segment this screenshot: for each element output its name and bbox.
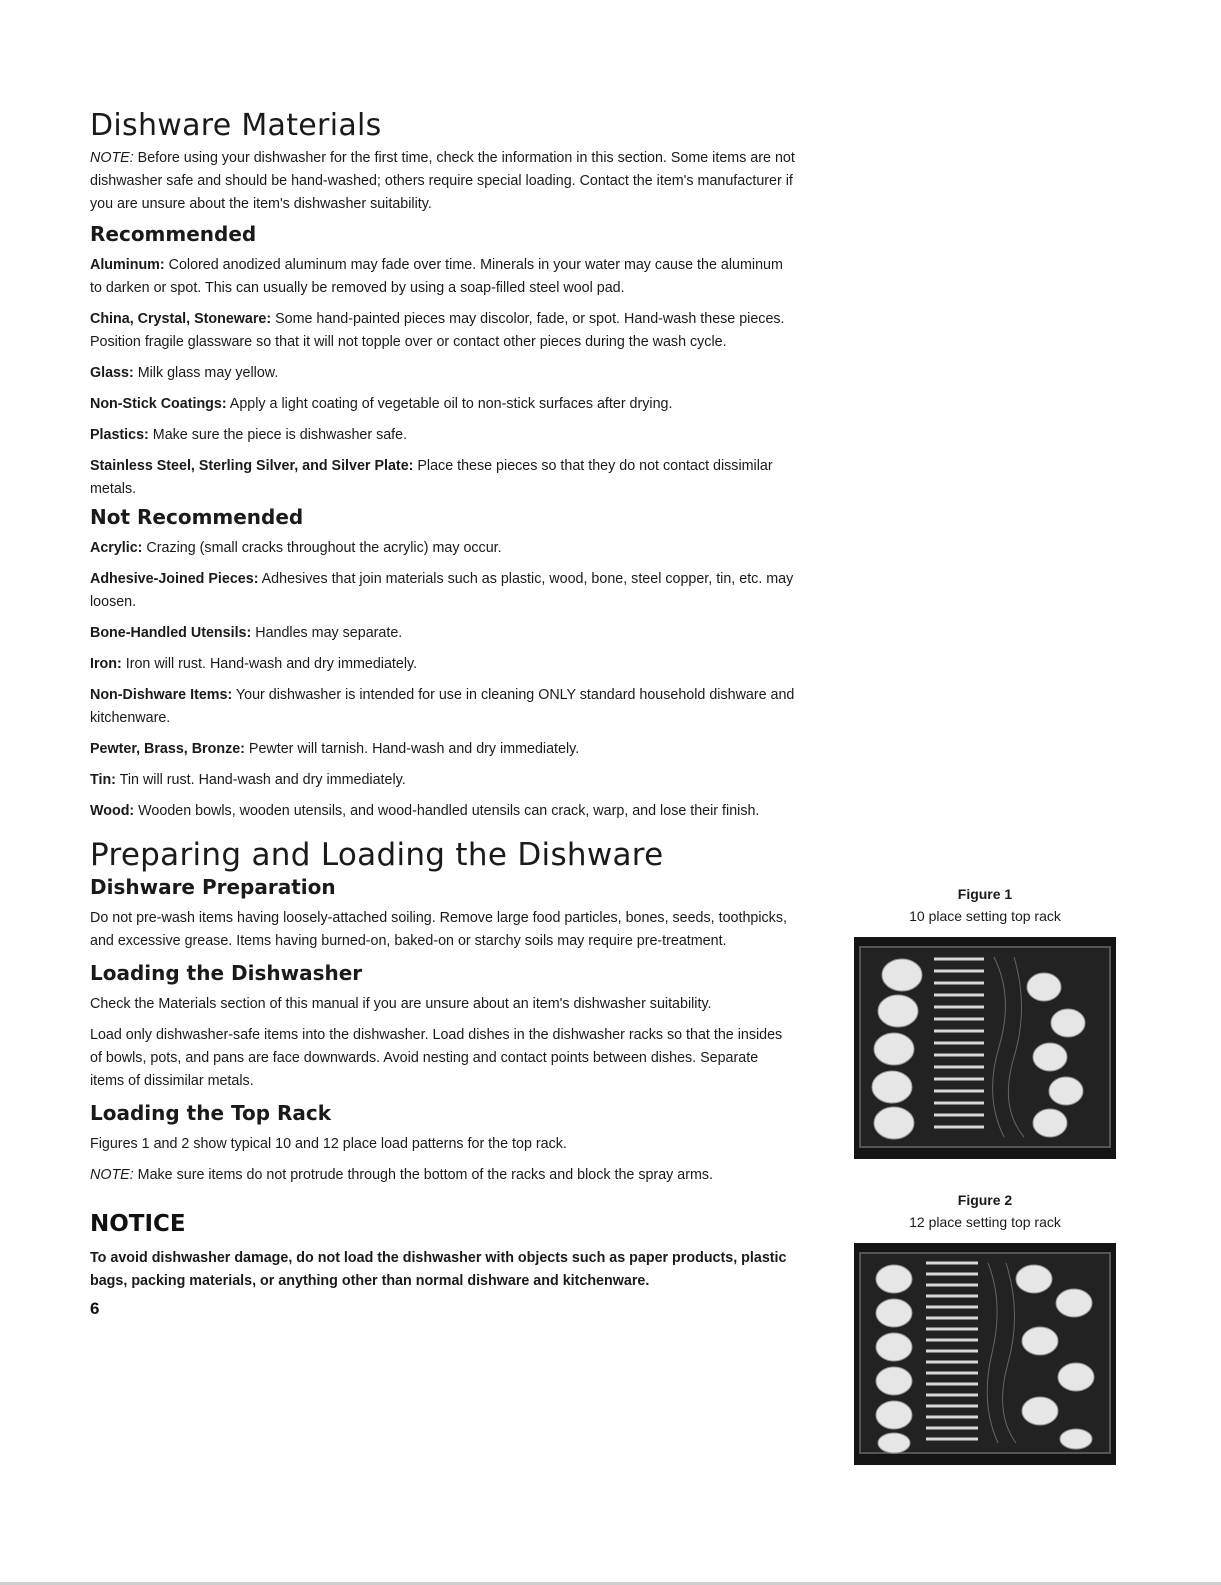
note-label: NOTE: [90,150,134,166]
material-text: Crazing (small cracks throughout the acrylic) may occur. [142,540,502,556]
notice-text: To avoid dishwasher damage, do not load the dishwasher with objects such as paper products, plastic bags, packing materials, or anything other than normal dishware and kitchenware. [90,1250,787,1289]
material-item-acrylic [90,537,795,560]
figure-subtitle: 12 place setting top rack [909,1214,1061,1230]
material-term: Plastics: [90,427,149,443]
material-text: Wooden bowls, wooden utensils, and wood-handled utensils can crack, warp, and lose their finish. [134,803,760,819]
material-text: Your dishwasher is intended for use in cleaning ONLY standard household dishware and kitchenware. [90,687,795,726]
material-term: Non-Stick Coatings: [90,396,227,412]
figure-title: Figure 2 [957,1192,1013,1208]
material-text: Some hand-painted pieces may discolor, fade, or spot. Hand-wash these pieces. Position fragile glassware so that it will not topple over or contact other pieces during the wash cycle. [90,311,785,350]
material-item-china [90,308,795,354]
heading-recommended: Recommended [90,222,257,246]
material-item-plastics [90,424,795,447]
section-title-materials: Dishware Materials [90,108,382,143]
figure-caption [850,883,1120,927]
page-number: 6 [90,1299,100,1318]
material-term: Glass: [90,365,134,381]
heading-dishware-preparation: Dishware Preparation [90,875,336,899]
prep-text: Do not pre-wash items having loosely-attached soiling. Remove large food particles, bones, seeds, toothpicks, and excessive grease. Items having burned-on, baked-on or starchy soils may require pre-treatment. [90,910,787,949]
material-text: Pewter will tarnish. Hand-wash and dry immediately. [244,741,580,757]
material-item-stainless [90,455,795,501]
top-rack-text: Figures 1 and 2 show typical 10 and 12 place load patterns for the top rack. [90,1136,567,1152]
section-title-preparing: Preparing and Loading the Dishware [90,837,664,873]
material-term: Adhesive-Joined Pieces: [90,571,259,587]
loading-text-2: Load only dishwasher-safe items into the dishwasher. Load dishes in the dishwasher racks so that the insides of bowls, pots, and pans are face downwards. Avoid nesting and contact points between dishes. Separate items of dissimilar metals. [90,1027,783,1089]
figure-caption [850,1189,1120,1233]
material-item-iron [90,653,795,676]
material-term: Wood: [90,803,135,819]
material-term: Tin: [90,772,116,788]
material-text: Iron will rust. Hand-wash and dry immediately. [121,656,418,672]
material-term: China, Crystal, Stoneware: [90,311,272,327]
material-text: Place these pieces so that they do not contact dissimilar metals. [90,458,773,497]
material-term: Aluminum: [90,257,165,273]
figure-1 [850,883,1120,1159]
material-item-aluminum [90,254,795,300]
top-rack-photo-10 [854,937,1116,1159]
material-text: Apply a light coating of vegetable oil to non-stick surfaces after drying. [226,396,673,412]
material-text: Tin will rust. Hand-wash and dry immediately. [115,772,406,788]
top-rack-note [90,1164,795,1187]
material-item-wood [90,800,795,823]
material-term: Pewter, Brass, Bronze: [90,741,245,757]
material-item-tin [90,769,795,792]
material-term: Stainless Steel, Sterling Silver, and Silver Plate: [90,458,414,474]
figure-title: Figure 1 [957,886,1013,902]
figure-2 [850,1189,1120,1465]
notice-title: NOTICE [90,1211,186,1237]
heading-loading-dishwasher: Loading the Dishwasher [90,961,363,985]
heading-not-recommended: Not Recommended [90,505,304,529]
material-item-nondishware [90,684,795,730]
note-text: Make sure items do not protrude through the bottom of the racks and block the spray arms. [133,1167,714,1183]
figures-column [850,883,1120,1465]
material-item-nonstick [90,393,795,416]
materials-note [90,147,795,216]
material-text: Milk glass may yellow. [133,365,279,381]
note-text: Before using your dishwasher for the first time, check the information in this section. Some items are not dishwasher safe and should be hand-washed; others require special loading. Contact the item's manufacturer if you are unsure about the item's dishwasher suitability. [90,150,795,212]
material-term: Bone-Handled Utensils: [90,625,252,641]
figure-subtitle: 10 place setting top rack [909,908,1061,924]
material-term: Non-Dishware Items: [90,687,233,703]
main-column [90,108,795,1319]
material-text: Handles may separate. [251,625,403,641]
material-text: Colored anodized aluminum may fade over time. Minerals in your water may cause the aluminum to darken or spot. This can usually be removed by using a soap-filled steel wool pad. [90,257,783,296]
note-label: NOTE: [90,1167,134,1183]
material-item-pewter [90,738,795,761]
material-item-adhesive [90,568,795,614]
loading-text-1: Check the Materials section of this manual if you are unsure about an item's dishwasher suitability. [90,996,712,1012]
material-text: Make sure the piece is dishwasher safe. [148,427,408,443]
material-term: Acrylic: [90,540,143,556]
material-item-glass [90,362,795,385]
heading-top-rack: Loading the Top Rack [90,1101,332,1125]
top-rack-photo-12 [854,1243,1116,1465]
material-term: Iron: [90,656,122,672]
material-text: Adhesives that join materials such as plastic, wood, bone, steel copper, tin, etc. may loosen. [90,571,794,610]
material-item-bone [90,622,795,645]
